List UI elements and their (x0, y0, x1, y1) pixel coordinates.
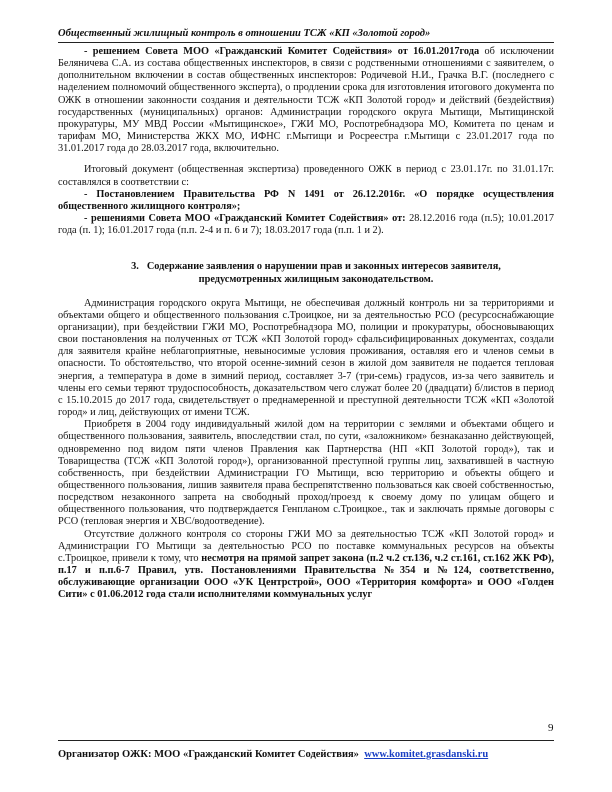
page-number: 9 (548, 722, 554, 734)
document-body (58, 46, 554, 602)
paragraph-purchase: Приобретя в 2004 году индивидуальный жилой дом на территории с землями и объектами общего и общественного пользования, заявитель, впоследствии стал, по сути, «заложником» безнаказанно действующей, одновременно под видом пяти членов Правления как Партнерства (НП «КП Золотой город»), так и Товарищества (ТСЖ «КП Золотой город»), организованной преступной группы лиц, захватившей в частную собственность, при бездействии Администрации ГО Мытищи, всю территорию и объекты общего и общественного пользования, лишив заявителя права беспрепятственно пользоваться как своей собственностью, посредством незаконного запрета на свободный проход/проезд к своему дому по улицам общего и общественного пользования, что подтверждается Генпланом с.Троицкое., так и заключать прямые договоры с РСО (тепловая энергия и ХВС/водоотведение). (58, 419, 554, 528)
footer-organizer: Организатор ОЖК: МОО «Гражданский Комитет Содействия» (58, 749, 359, 760)
government-resolution-bold: - Постановлением Правительства РФ N 1491 от 26.12.2016г. «О порядке осуществления общественного жилищного контроля»; (58, 188, 554, 212)
paragraph-administration: Администрация городского округа Мытищи, не обеспечивая должный контроль ни за территориями и объектами общего и общественного пользования с.Троицкое, ни за деятельностью РСО (ресурсоснабжающие организации), при бездействии ГЖИ МО, Роспотребнадзора МО, полиции и прокуратуры, обосновывающих свои постановления на полученных от ТСЖ «КП Золотой город» сфальсифицированных документах, создали для заявителя крайне неблагоприятные, невыносимые условия проживания, оставляя его и членов семьи в опасности. То обстоятельство, что второй осенне-зимний сезон в жилой дом заявителя не подается тепловая энергия, а температура в доме в зимний период, составляет 3-7 (три-семь) градусов, из-за чего заявитель и члены его семьи теряют трудоспособность, доказательством чего служат более 20 (двадцати) б/листов в период с 15.10.2015 до 2017 года, свидетельствует о преднамеренной и преступной деятельности ТСЖ «КП «Золотой город» и лиц, действующих от имени ТСЖ. (58, 297, 554, 419)
council-decisions-bold: - решениями Совета МОО «Гражданский Комитет Содействия» от: (84, 213, 406, 225)
header-divider (58, 42, 554, 43)
footer (58, 748, 518, 761)
council-decision-bold: - решением Совета МОО «Гражданский Комитет Содействия» от 16.01.2017года (84, 46, 480, 57)
paragraph-final-document: Итоговый документ (общественная экспертиза) проведенного ОЖК в период с 23.01.17г. по 31.01.17г. составлялся в соответствии с: (58, 164, 554, 188)
lack-of-control-text: Отсутствие должного контроля со стороны ГЖИ МО за деятельностью ТСЖ «КП Золотой город» и Администрации ГО Мытищи за деятельностью РСО по поставке коммунальных ресурсов на объекты с.Троицкое, привели к тому, что (58, 528, 554, 564)
council-decision-text: об исключении Беляничева С.А. из состава общественных инспекторов, в связи с родственными отношениями с заявителем, о дополнительном включении в состав общественных инспекторов: Родичевой Н.И., Грачка В.Г. (последнего с наделением полномочий общественного эксперта), о продлении срока для изготовления итогового документа по ОЖК в отношении законности создания и деятельности ТСЖ «КП Золотой город» и действий (бездействия) государственных (муниципальных) органов: Администрации городского округа Мытищи, Мытищинской прокуратуры, МУ МВД России «Мытищинское», ГЖИ МО, Роспотребнадзора МО, Комитета по ценам и тарифам МО, Министерства ЖКХ МО, ИФНС г.Мытищи и Росреестра г.Мытищи с 23.01.2017 года по 31.01.2017 года до 28.03.2017 года, включительно. (58, 46, 554, 155)
paragraph-council-decision (58, 46, 554, 155)
section-number: 3. (131, 261, 139, 273)
paragraph-council-decisions-dates (58, 213, 554, 237)
lack-of-control-bold: несмотря на прямой запрет закона (п.2 ч.2 ст.136, ч.2 ст.161, ст.162 ЖК РФ), п.17 и п.п.6-7 Правил, утв. Постановлениями Правительства №354 и №124, соответственно, обслуживающие организации ООО «УК Центрстрой», ООО «Территория комфорта» и ООО «Голден Сити» с 01.06.2012 года (58, 552, 554, 601)
footer-website-link[interactable]: www.komitet.grasdanski.ru (364, 749, 489, 760)
section-title: Содержание заявления о нарушении прав и законных интересов заявителя, предусмотренных жилищным законодательством. (146, 261, 501, 285)
paragraph-government-resolution (58, 189, 554, 213)
running-header: Общественный жилищный контроль в отношении ТСЖ «КП «Золотой город» (58, 28, 431, 39)
paragraph-lack-of-control (58, 529, 554, 602)
lack-of-control-bold-end: стали исполнителями коммунальных услуг (165, 589, 373, 601)
section-heading (58, 261, 554, 285)
council-decisions-dates: 28.12.2016 года (п.5); 10.01.2017 года (п. 1); 16.01.2017 года (п.п. 2-4 и п. 6 и 7); 18.03.2017 года (п.п. 1 и 2). (58, 213, 554, 237)
footer-divider (58, 740, 554, 741)
